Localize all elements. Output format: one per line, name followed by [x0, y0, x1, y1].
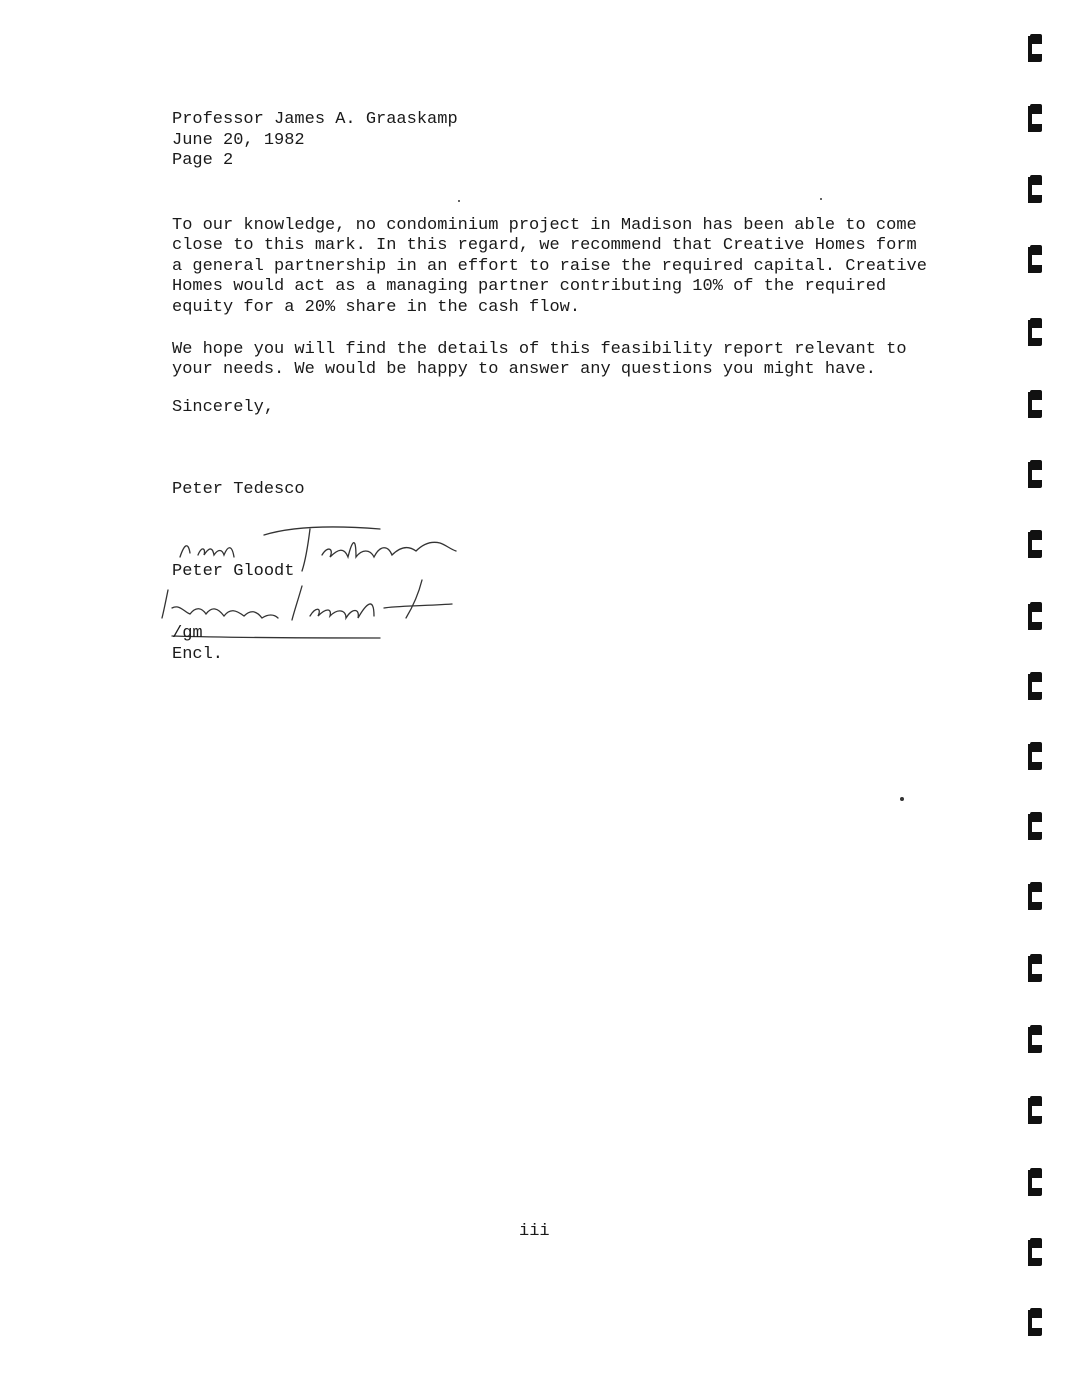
typist-initials: /gm	[172, 624, 203, 643]
letter-date: June 20, 1982	[172, 131, 305, 150]
signatory-name-1: Peter Tedesco	[172, 480, 305, 499]
page-number: iii	[519, 1222, 550, 1241]
body-paragraph-2: We hope you will find the details of this feasibility report relevant to your needs. We would be happy to answer any questions you might have.	[172, 340, 907, 380]
spiral-binding-holes	[1028, 30, 1048, 1350]
scan-speck	[458, 200, 460, 202]
signature-gloodt	[160, 578, 470, 648]
scan-speck	[900, 797, 904, 801]
enclosure-note: Encl.	[172, 645, 224, 664]
closing: Sincerely,	[172, 398, 275, 417]
signatory-name-2: Peter Gloodt	[172, 562, 295, 581]
body-paragraph-1: To our knowledge, no condominium project in Madison has been able to come close to this mark. In this regard, we recommend that Creative Homes form a general partnership in an effort to raise the required capital. Creative Homes would act as a managing partner contributing 10% of the required equity for a 20% share in the cash flow.	[172, 216, 927, 317]
page-label: Page 2	[172, 151, 234, 170]
recipient-name: Professor James A. Graaskamp	[172, 110, 458, 129]
scan-speck	[820, 198, 822, 200]
